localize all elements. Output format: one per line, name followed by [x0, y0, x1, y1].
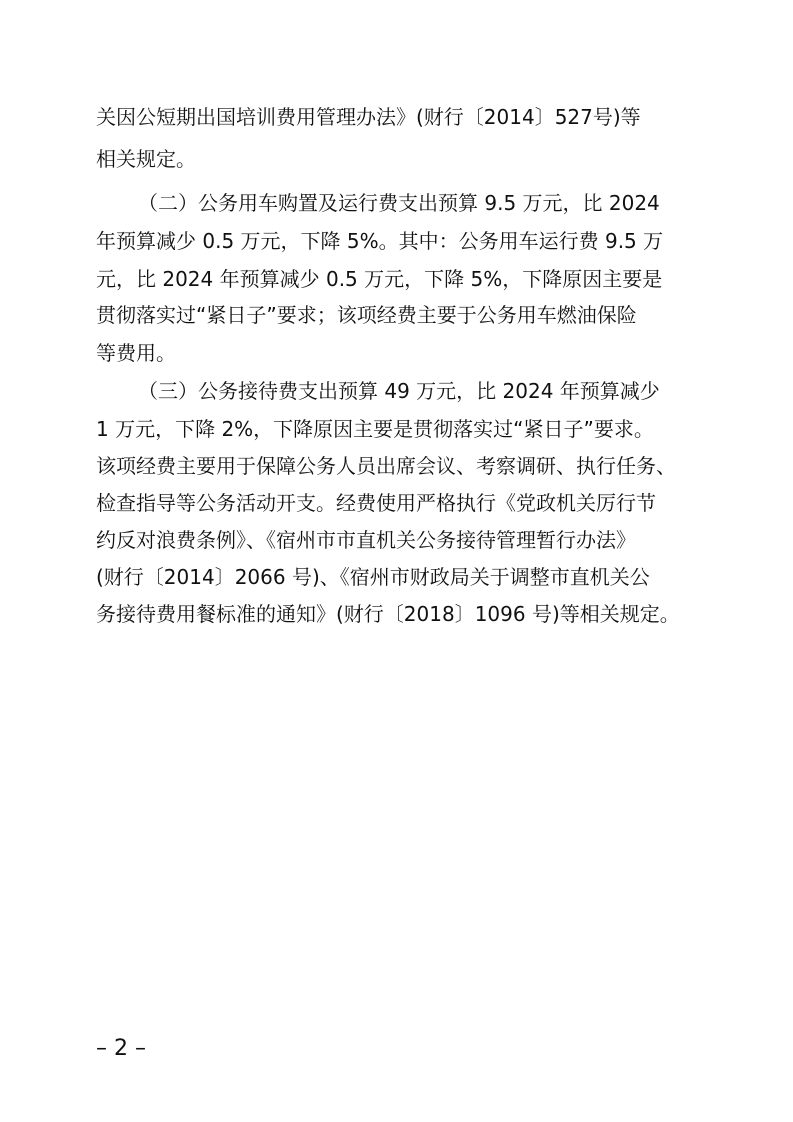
paragraph-3-line-1: （三）公务接待费支出预算 49 万元，比 2024 年预算减少	[138, 379, 660, 403]
paragraph-3-line-2: 1 万元，下降 2%，下降原因主要是贯彻落实过“紧日子”要求。	[96, 417, 654, 441]
page-number: – 2 –	[96, 1036, 146, 1061]
paragraph-2-line-3: 元，比 2024 年预算减少 0.5 万元，下降 5%，下降原因主要是	[96, 267, 663, 291]
paragraph-1-line-1: 关因公短期出国培训费用管理办法》(财行〔2014〕527号)等	[96, 105, 641, 129]
paragraph-3-line-6: (财行〔2014〕2066 号)、《宿州市财政局关于调整市直机关公	[96, 565, 650, 589]
paragraph-1-line-2: 相关规定。	[96, 147, 196, 171]
paragraph-2-line-5: 等费用。	[96, 341, 176, 365]
paragraph-3-line-4: 检查指导等公务活动开支。经费使用严格执行《党政机关厉行节	[96, 491, 656, 515]
paragraph-3-line-7: 务接待费用餐标准的通知》(财行〔2018〕1096 号)等相关规定。	[96, 602, 680, 626]
paragraph-3-line-5: 约反对浪费条例》、《宿州市市直机关公务接待管理暂行办法》	[96, 528, 636, 552]
paragraph-2-line-1: （二）公务用车购置及运行费支出预算 9.5 万元，比 2024	[138, 191, 660, 215]
paragraph-2-line-4: 贯彻落实过“紧日子”要求；该项经费主要于公务用车燃油保险	[96, 303, 637, 327]
paragraph-3-line-3: 该项经费主要用于保障公务人员出席会议、考察调研、执行任务、	[96, 454, 676, 478]
paragraph-2-line-2: 年预算减少 0.5 万元，下降 5%。其中：公务用车运行费 9.5 万	[96, 229, 664, 253]
